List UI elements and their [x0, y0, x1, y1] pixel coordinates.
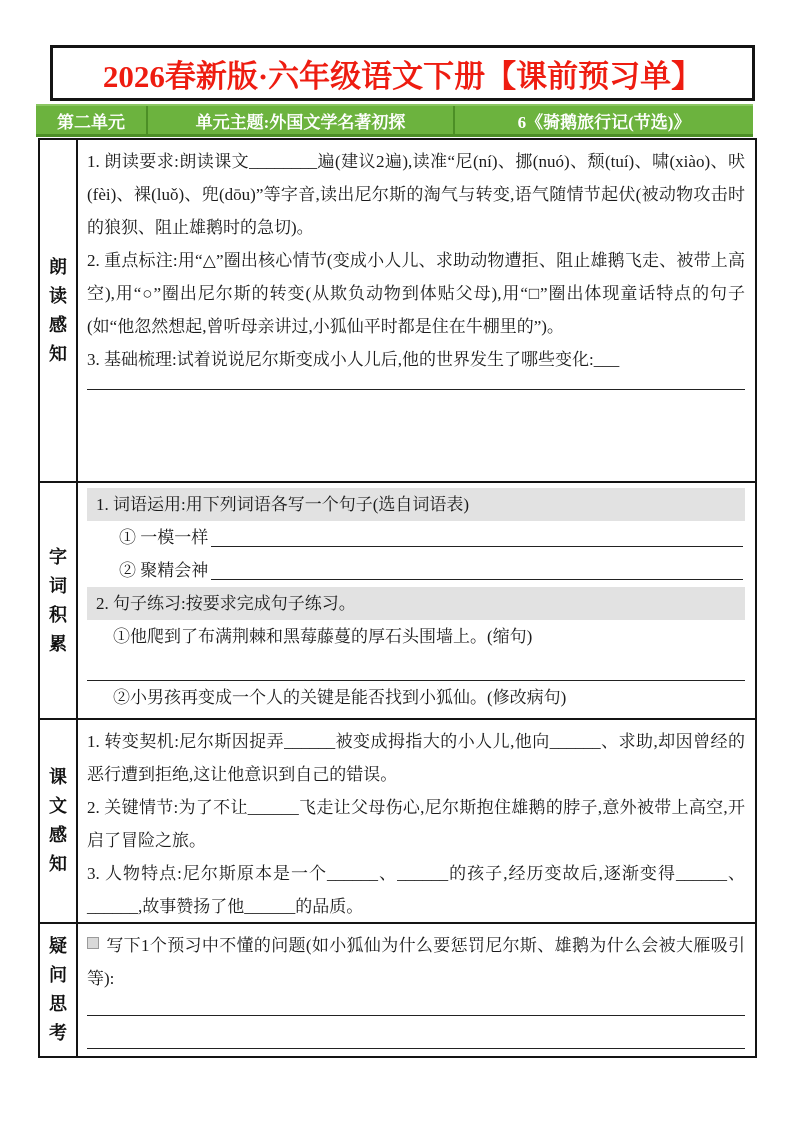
word-1: ① 一模一样 — [119, 528, 209, 547]
section-content — [78, 140, 755, 481]
reading-item-2: 2. 重点标注:用“△”圈出核心情节(变成小人儿、求助动物遭拒、阻止雄鹅飞走、被带上高空),用“○”圈出尼尔斯的转变(从欺负动物到体贴父母),用“□”圈出体现童话特点的句子(如“他忽然想起,曾听母亲讲过,小狐仙平时都是住在牛棚里的”)。 — [87, 251, 745, 336]
section-content — [78, 483, 755, 718]
section-label-cell — [40, 140, 78, 481]
section-label: 课文感知 — [49, 767, 67, 874]
question-prompt: 写下1个预习中不懂的问题(如小狐仙为什么要惩罚尼尔斯、雄鹅为什么会被大雁吸引等): — [87, 936, 745, 988]
reading-item-1: 1. 朗读要求:朗读课文________遍(建议2遍),读准“尼(ní)、挪(nuó)、颓(tuí)、啸(xiào)、吠(fèi)、裸(luǒ)、兜(dōu)”等字音,读出尼尔斯的淘气与转变,语气随情节起伏(被动物攻击时的狼狈、阻止雄鹅时的急切)。 — [87, 152, 745, 237]
section-reading-perception — [40, 140, 755, 483]
reading-item-3: 3. 基础梳理:试着说说尼尔斯变成小人儿后,他的世界发生了哪些变化:___ — [87, 350, 620, 369]
comprehension-item-2: 2. 关键情节:为了不让______飞走让父母伤心,尼尔斯抱住雄鹅的脖子,意外被带上高空,开启了冒险之旅。 — [87, 798, 745, 850]
answer-line — [211, 554, 743, 580]
answer-line — [87, 1048, 745, 1049]
sentence-exercise-2: ②小男孩再变成一个人的关键是能否找到小狐仙。(修改病句) — [113, 688, 567, 707]
worksheet-table — [38, 138, 757, 1058]
answer-line — [87, 389, 745, 390]
section-label-cell — [40, 924, 78, 1056]
comprehension-item-1: 1. 转变契机:尼尔斯因捉弄______被变成拇指大的小人儿,他向______、求助,却因曾经的恶行遭到拒绝,这让他意识到自己的错误。 — [87, 732, 745, 784]
page-title: 2026春新版·六年级语文下册【课前预习单】 — [102, 58, 703, 94]
word-sentence-line-2 — [87, 554, 745, 587]
vocab-exercise-2-heading: 2. 句子练习:按要求完成句子练习。 — [87, 587, 745, 620]
vocab-exercise-1-heading: 1. 词语运用:用下列词语各写一个句子(选自词语表) — [87, 488, 745, 521]
section-questions — [40, 924, 755, 1056]
unit-number: 第二单元 — [36, 106, 148, 134]
section-label-cell — [40, 720, 78, 922]
comprehension-item-3: 3. 人物特点:尼尔斯原本是一个______、______的孩子,经历变故后,逐渐变得______、______,故事赞扬了他______的品质。 — [87, 864, 745, 916]
unit-header-bar — [36, 104, 753, 137]
answer-line — [211, 521, 743, 547]
lesson-title: 6《骑鹅旅行记(节选)》 — [517, 112, 691, 132]
section-text-comprehension — [40, 720, 755, 924]
section-content — [78, 924, 755, 1056]
checkbox-icon — [87, 937, 99, 949]
worksheet-title-box — [50, 45, 755, 101]
word-2: ② 聚精会神 — [119, 561, 209, 580]
section-label: 朗读感知 — [49, 256, 67, 364]
section-vocabulary — [40, 483, 755, 720]
section-content — [78, 720, 755, 922]
answer-line — [87, 1015, 745, 1016]
section-label-cell — [40, 483, 78, 718]
section-label: 疑问思考 — [49, 936, 67, 1043]
unit-theme: 单元主题:外国文学名著初探 — [148, 106, 455, 134]
section-label: 字词积累 — [49, 546, 67, 654]
word-sentence-line-1 — [87, 521, 745, 554]
sentence-exercise-1: ①他爬到了布满荆棘和黑莓藤蔓的厚石头围墙上。(缩句) — [113, 627, 533, 646]
